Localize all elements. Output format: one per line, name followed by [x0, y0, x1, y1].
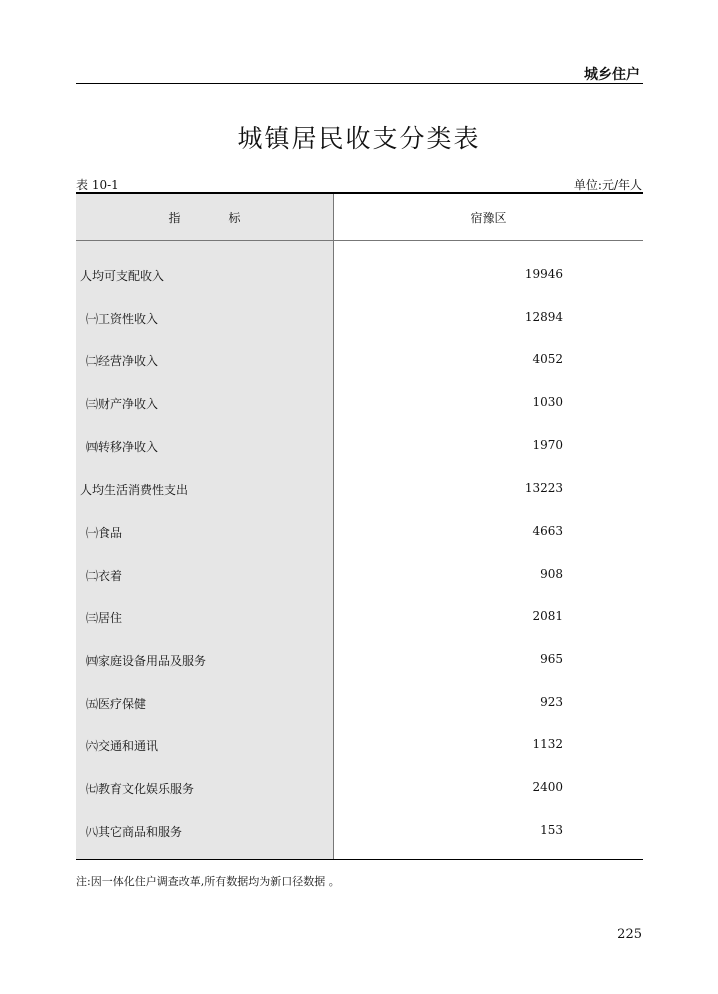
row-label: ㈡经营净收入	[86, 354, 159, 368]
table-row	[76, 524, 643, 544]
page-number: 225	[617, 927, 642, 942]
table-row	[76, 609, 643, 629]
header-divider	[76, 240, 643, 241]
table-row	[76, 481, 643, 501]
table-top-rule	[76, 192, 643, 194]
row-label: ㈠工资性收入	[86, 312, 159, 326]
table-row	[76, 567, 643, 587]
row-value: 13223	[524, 481, 563, 495]
row-label: ㈦教育文化娱乐服务	[86, 782, 195, 796]
column-header: 宿豫区	[470, 211, 507, 225]
row-label: ㈣家庭设备用品及服务	[86, 654, 207, 668]
table-row	[76, 395, 643, 415]
unit-label: 单位:元/年人	[573, 178, 642, 192]
row-value: 1970	[532, 438, 563, 452]
table-row	[76, 352, 643, 372]
indicator-header-char1: 指	[168, 211, 181, 225]
table-row	[76, 695, 643, 715]
row-value: 1030	[532, 395, 563, 409]
row-label: ㈤医疗保健	[86, 697, 147, 711]
row-value: 2081	[532, 609, 563, 623]
row-label: 人均生活消费性支出	[80, 483, 189, 497]
table-row	[76, 267, 643, 287]
row-label: ㈧其它商品和服务	[86, 825, 183, 839]
footnote: 注:因一体化住户调查改革,所有数据均为新口径数据 。	[76, 875, 340, 888]
table-row	[76, 438, 643, 458]
row-value: 965	[540, 652, 563, 666]
row-value: 1132	[532, 737, 563, 751]
header-rule	[76, 83, 643, 84]
row-label: ㈠食品	[86, 526, 123, 540]
table-bottom-rule	[76, 859, 643, 860]
row-label: 人均可支配收入	[80, 269, 165, 283]
row-label: ㈣转移净收入	[86, 440, 159, 454]
table-row	[76, 652, 643, 672]
table-row	[76, 823, 643, 843]
row-value: 4052	[532, 352, 563, 366]
table-number: 表 10-1	[76, 178, 119, 192]
table-row	[76, 310, 643, 330]
indicator-header-char2: 标	[228, 211, 241, 225]
row-label: ㈢财产净收入	[86, 397, 159, 411]
row-value: 923	[540, 695, 563, 709]
table-row	[76, 780, 643, 800]
page-title: 城镇居民收支分类表	[237, 124, 481, 153]
row-value: 153	[540, 823, 563, 837]
row-value: 2400	[532, 780, 563, 794]
row-value: 4663	[532, 524, 563, 538]
section-label: 城乡住户	[584, 67, 640, 83]
row-label: ㈥交通和通讯	[86, 739, 159, 753]
row-value: 908	[540, 567, 563, 581]
indicator-header	[76, 209, 333, 226]
table-row	[76, 737, 643, 757]
row-value: 12894	[524, 310, 563, 324]
row-value: 19946	[524, 267, 563, 281]
row-label: ㈢居住	[86, 611, 123, 625]
row-label: ㈡衣着	[86, 569, 123, 583]
